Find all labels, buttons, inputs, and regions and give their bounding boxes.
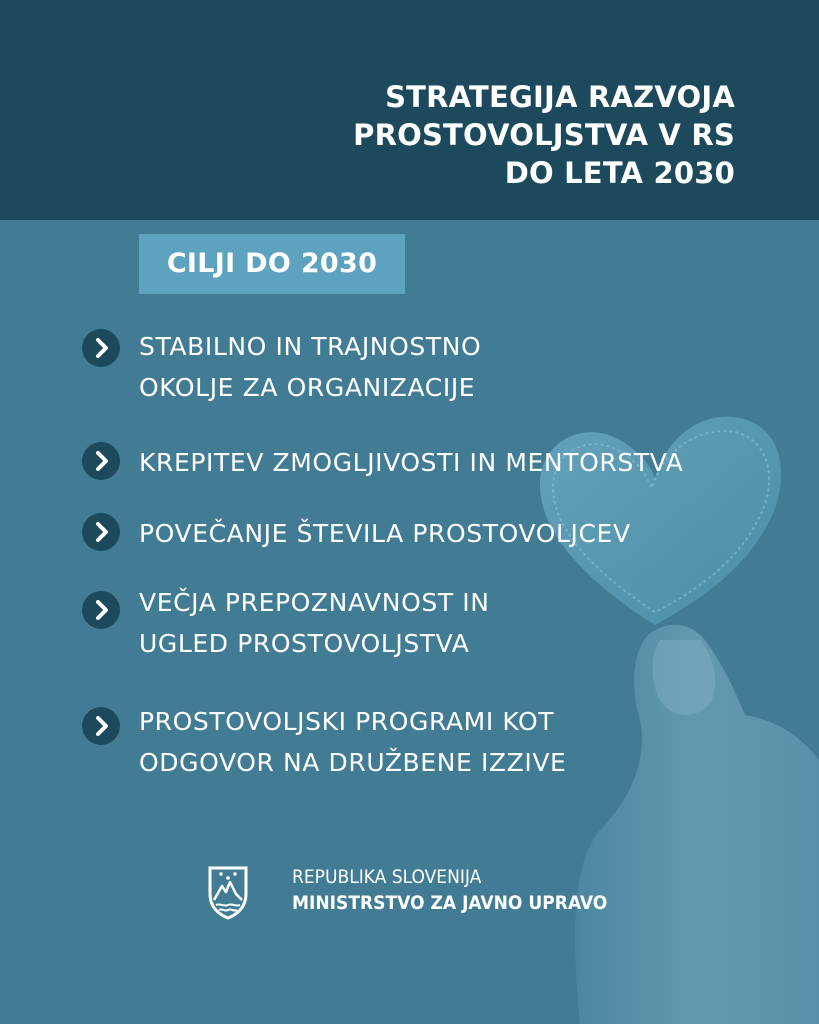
goal-line: UGLED PROSTOVOLJSTVA bbox=[139, 629, 470, 658]
goal-line: STABILNO IN TRAJNOSTNO bbox=[139, 332, 482, 361]
ministry-name: MINISTRSTVO ZA JAVNO UPRAVO bbox=[292, 892, 608, 914]
goal-line: PROSTOVOLJSKI PROGRAMI KOT bbox=[139, 707, 555, 736]
goal-text bbox=[139, 326, 481, 408]
title-line: STRATEGIJA RAZVOJA bbox=[385, 80, 735, 114]
goal-line: ODGOVOR NA DRUŽBENE IZZIVE bbox=[139, 748, 567, 777]
goal-text bbox=[139, 442, 684, 483]
chevron-right-icon bbox=[82, 442, 120, 480]
goal-line: VEČJA PREPOZNAVNOST IN bbox=[139, 588, 490, 617]
title-line: DO LETA 2030 bbox=[504, 156, 735, 190]
chevron-right-icon bbox=[82, 329, 120, 367]
ministry-logo bbox=[206, 862, 626, 922]
goals-badge: CILJI DO 2030 bbox=[139, 234, 405, 294]
coat-of-arms-icon bbox=[206, 864, 250, 920]
chevron-right-icon bbox=[82, 513, 120, 551]
goal-text bbox=[139, 513, 631, 554]
goal-text bbox=[139, 701, 566, 783]
page-title bbox=[353, 78, 735, 192]
country-name: REPUBLIKA SLOVENIJA bbox=[292, 866, 482, 888]
header-banner bbox=[0, 0, 819, 220]
chevron-right-icon bbox=[82, 707, 120, 745]
goal-line: POVEČANJE ŠTEVILA PROSTOVOLJCEV bbox=[139, 519, 631, 548]
goal-line: KREPITEV ZMOGLJIVOSTI IN MENTORSTVA bbox=[139, 448, 684, 477]
title-line: PROSTOVOLJSTVA V RS bbox=[353, 118, 735, 152]
chevron-right-icon bbox=[82, 591, 120, 629]
goal-line: OKOLJE ZA ORGANIZACIJE bbox=[139, 373, 476, 402]
goal-text bbox=[139, 582, 490, 664]
